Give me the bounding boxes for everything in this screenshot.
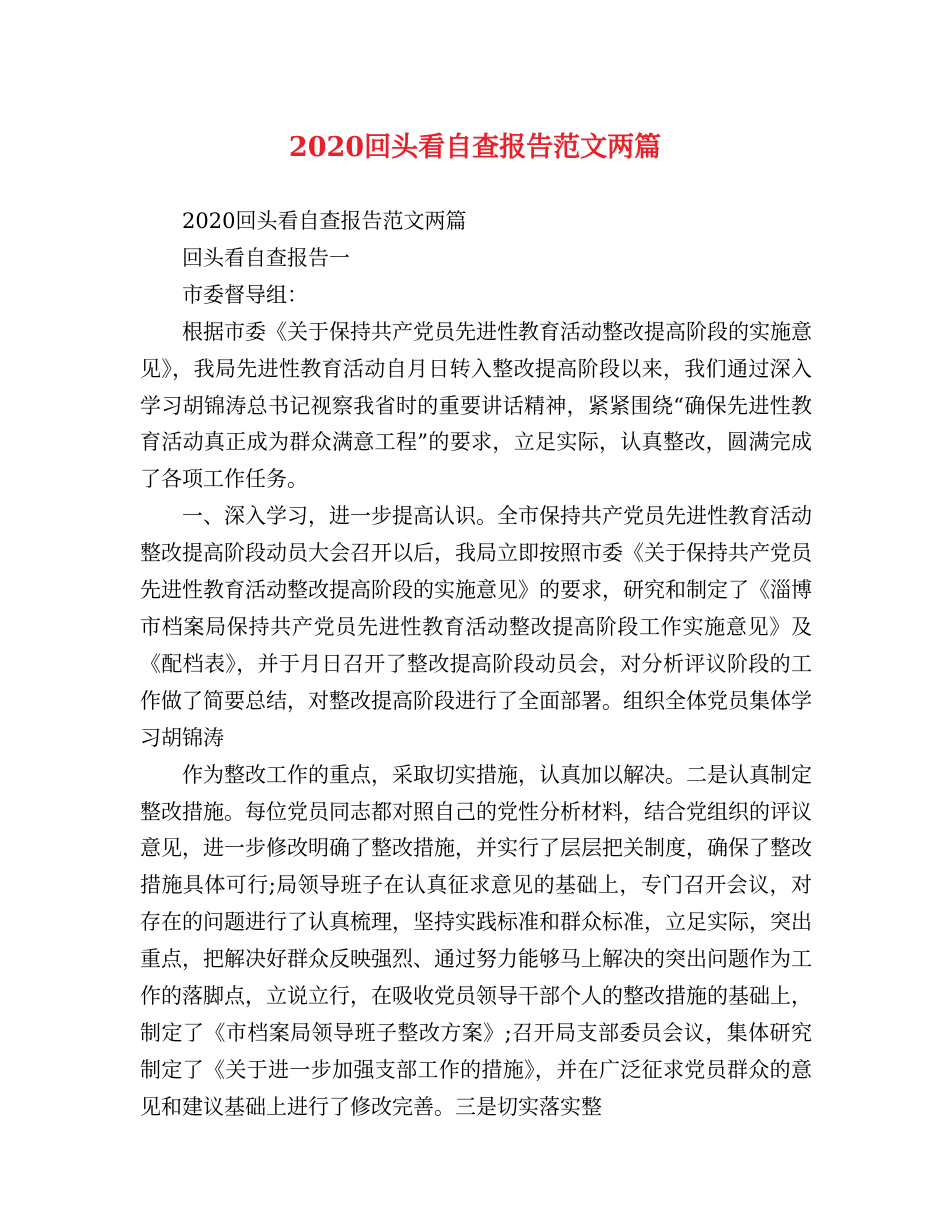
paragraph-section-one: 一、深入学习，进一步提高认识。全市保持共产党员先进性教育活动整改提高阶段动员大会召开以后，我局立即按照市委《关于保持共产党员先进性教育活动整改提高阶段的实施意见》的要求，研究和制定了《淄博市档案局保持共产党员先进性教育活动整改提高阶段工作实施意见》及《配档表》，并于月日召开了整改提高阶段动员会，对分析评议阶段的工作做了简要总结，对整改提高阶段进行了全面部署。组织全体党员集体学习胡锦涛 xyxy=(140,504,812,750)
paragraph-subtitle: 2020回头看自查报告范文两篇 xyxy=(182,209,467,233)
paragraph-addressee: 市委督导组： xyxy=(182,282,308,307)
paragraph-rectification: 作为整改工作的重点，采取切实措施，认真加以解决。二是认真制定整改措施。每位党员同志都对照自己的党性分析材料，结合党组织的评议意见，进一步修改明确了整改措施，并实行了层层把关制度，确保了整改措施具体可行;局领导班子在认真征求意见的基础上，专门召开会议，对存在的问题进行了认真梳理，坚持实践标准和群众标准，立足实际，突出重点，把解决好群众反映强烈、通过努力能够马上解决的突出问题作为工作的落脚点，立说立行，在吸收党员领导干部个人的整改措施的基础上，制定了《市档案局领导班子整改方案》;召开局支部委员会议，集体研究制定了《关于进一步加强支部工作的措施》，并在广泛征求党员群众的意见和建议基础上进行了修改完善。三是切实落实整 xyxy=(140,762,812,1119)
paragraph-intro: 根据市委《关于保持共产党员先进性教育活动整改提高阶段的实施意见》，我局先进性教育活动自月日转入整改提高阶段以来，我们通过深入学习胡锦涛总书记视察我省时的重要讲话精神，紧紧围绕“确保先进性教育活动真正成为群众满意工程”的要求，立足实际，认真整改，圆满完成了各项工作任务。 xyxy=(140,319,812,492)
document-title: 2020回头看自查报告范文两篇 xyxy=(288,132,662,163)
paragraph-report-heading: 回头看自查报告一 xyxy=(182,245,350,270)
document-body xyxy=(140,203,812,1126)
